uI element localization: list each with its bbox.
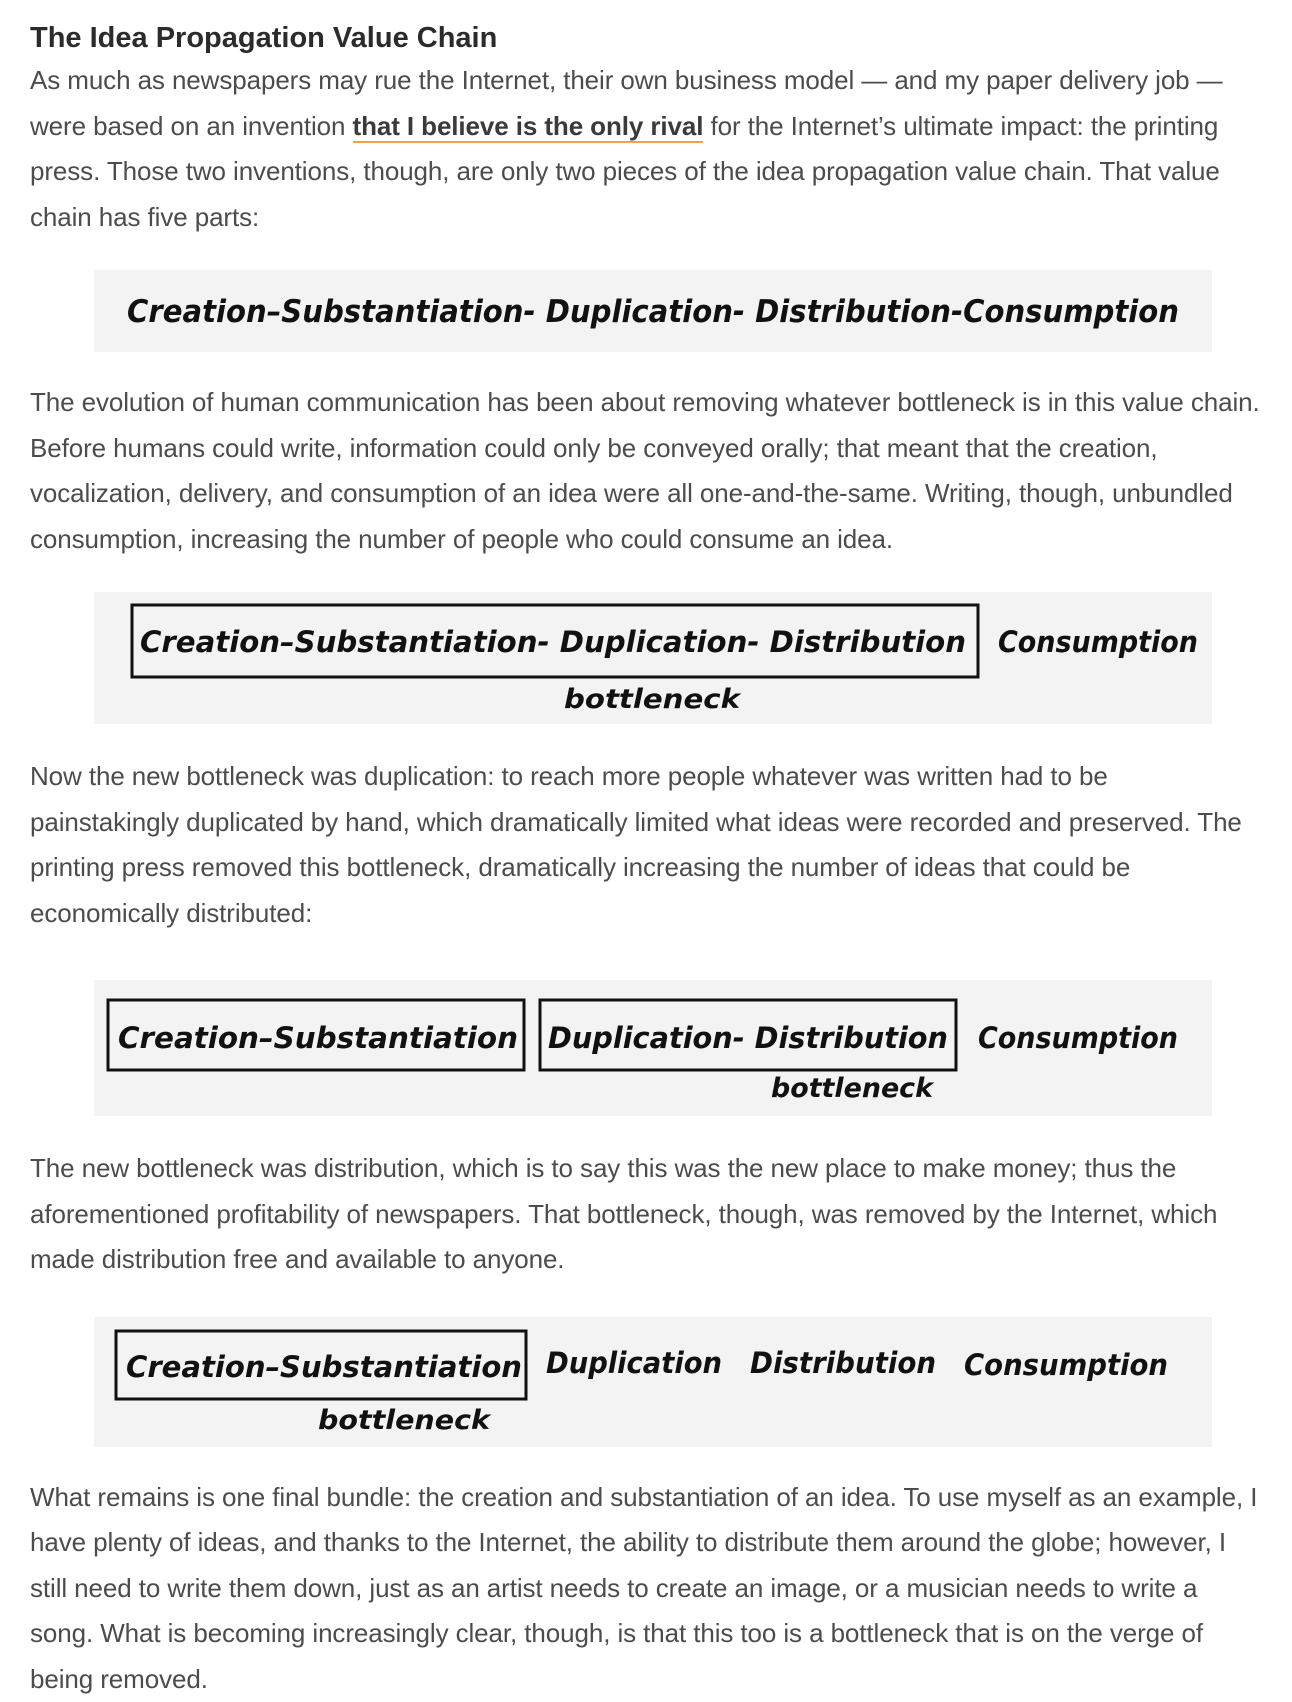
bottleneck-label: bottleneck [771,1073,935,1104]
chain-text-creation: Creation–Substantiation [126,1350,522,1384]
chain-text-duplication-distribution: Duplication- Distribution [548,1021,948,1055]
rival-link[interactable]: that I believe is the only rival [353,111,704,143]
chain-text-duplication: Duplication [546,1346,722,1380]
chain-text-consumption: Consumption [964,1348,1168,1382]
paragraph-1-text-b: for the Internet’s ultimate impact: the printing press. Those two inventions, though, are only two pieces of the idea propagation value chain. That value chain has five parts: [30,111,1220,232]
value-chain-figure-2 [94,592,1212,724]
chain-text-consumption: Consumption [978,1021,1178,1055]
value-chain-sketch-2 [94,592,1212,724]
paragraph-1-text-a: As much as newspapers may rue the Internet, their own business model — and my paper delivery job — were based on an invention [30,65,1223,141]
chain-text-consumption: Consumption [998,625,1198,659]
value-chain-sketch-1 [94,270,1212,352]
value-chain-figure-1 [94,270,1212,352]
value-chain-sketch-3 [94,980,1212,1116]
bottleneck-label: bottleneck [564,684,742,715]
paragraph-2: The evolution of human communication has been about removing whatever bottleneck is in this value chain. Before humans could write, information could only be conveyed orally; that meant that the creation, vocalization, delivery, and consumption of an idea were all one-and-the-same. Writing, though, unbundled consumption, increasing the number of people who could consume an idea. [30,380,1262,562]
chain-text-creation: Creation–Substantiation [118,1021,518,1055]
paragraph-1 [30,58,1262,240]
chain-text-full: Creation–Substantiation- Duplication- Distribution-Consumption [127,294,1179,330]
paragraph-5: What remains is one final bundle: the creation and substantiation of an idea. To use myself as an example, I have plenty of ideas, and thanks to the Internet, the ability to distribute them around the globe; however, I still need to write them down, just as an artist needs to create an image, or a musician needs to write a song. What is becoming increasingly clear, though, is that this too is a bottleneck that is on the verge of being removed. [30,1475,1262,1702]
paragraph-4: The new bottleneck was distribution, which is to say this was the new place to make money; thus the aforementioned profitability of newspapers. That bottleneck, though, was removed by the Internet, which made distribution free and available to anyone. [30,1146,1262,1283]
bottleneck-label: bottleneck [318,1405,492,1436]
value-chain-figure-4 [94,1317,1212,1447]
value-chain-sketch-4 [94,1317,1212,1447]
paragraph-3: Now the new bottleneck was duplication: to reach more people whatever was written had to be painstakingly duplicated by hand, which dramatically limited what ideas were recorded and preserved. The printing press removed this bottleneck, dramatically increasing the number of ideas that could be economically distributed: [30,754,1262,936]
section-title: The Idea Propagation Value Chain [30,0,1262,56]
chain-text-distribution: Distribution [750,1346,936,1380]
chain-text-boxed: Creation–Substantiation- Duplication- Distribution [140,625,966,659]
value-chain-figure-3 [94,980,1212,1116]
